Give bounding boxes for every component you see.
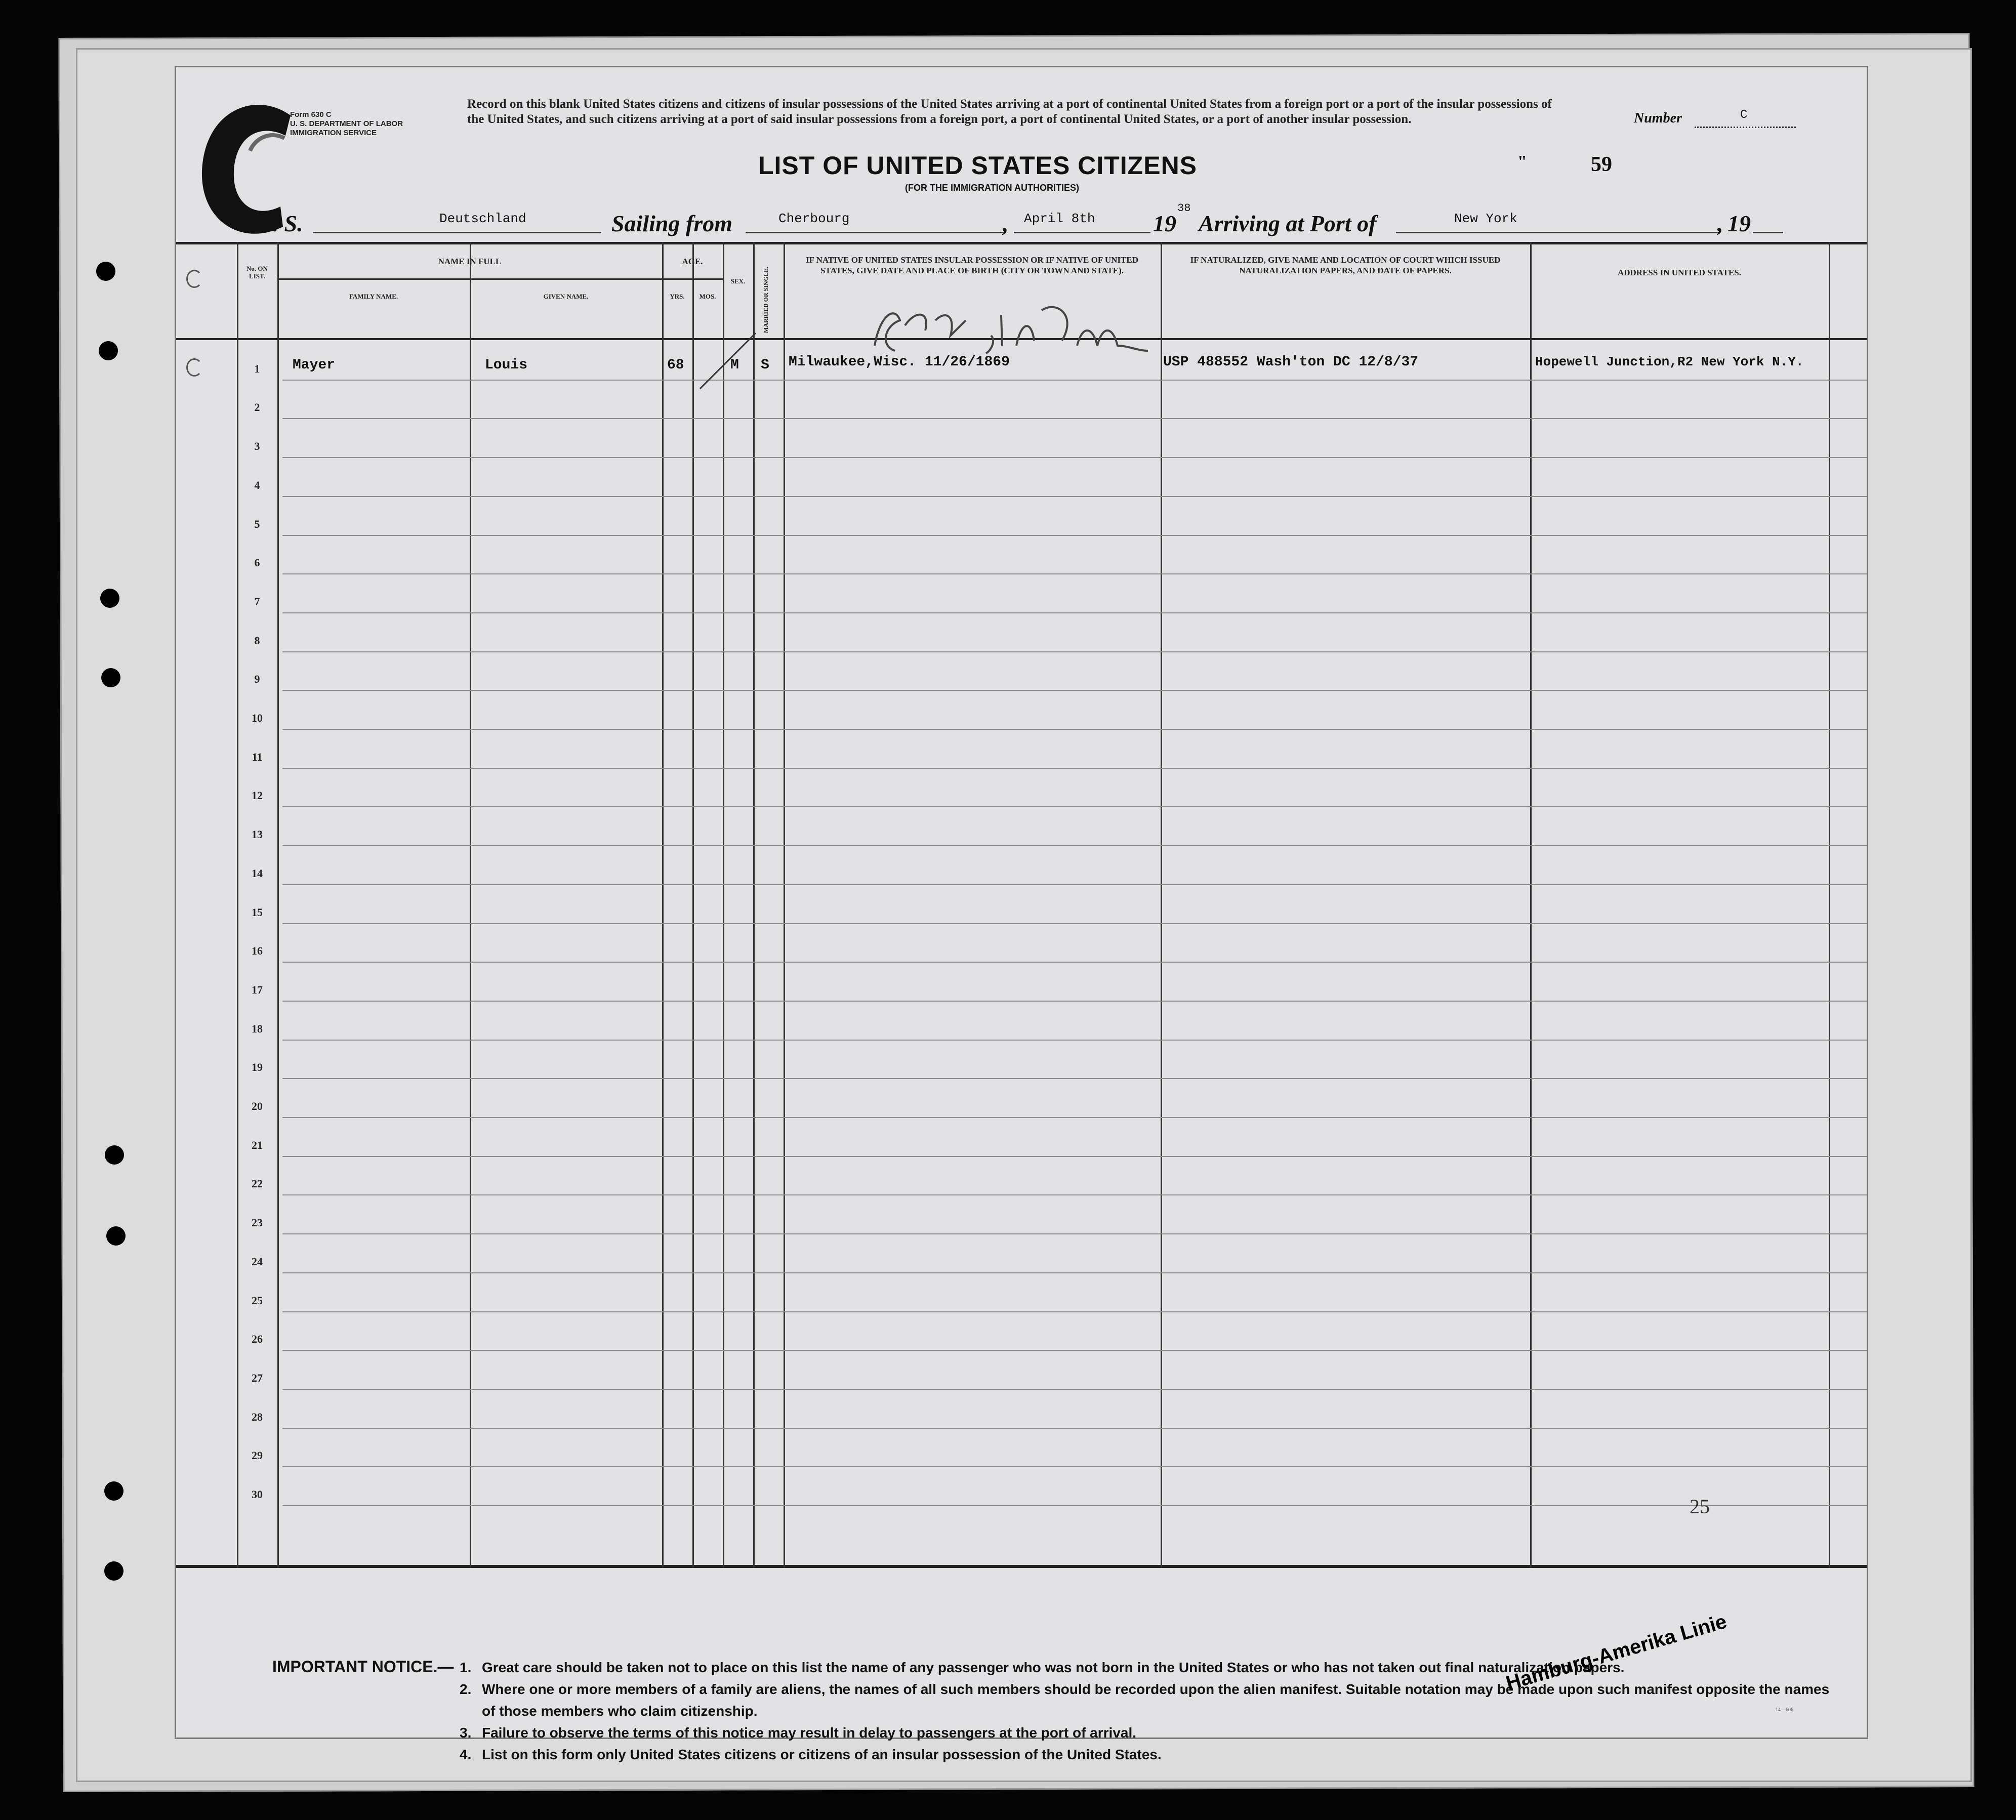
form-subtitle: (FOR THE IMMIGRATION AUTHORITIES) (905, 183, 1079, 193)
row-number: 5 (254, 517, 260, 530)
row-rule (282, 1428, 1867, 1429)
page-count: 25 (1690, 1495, 1710, 1518)
number-label: Number (1634, 110, 1682, 126)
binder-hole (100, 589, 119, 608)
sailing-label: Sailing from (611, 211, 733, 236)
header-age: AGE. (682, 257, 703, 266)
binder-hole (96, 262, 115, 281)
row-rule (282, 1001, 1867, 1002)
row-rule (282, 457, 1867, 458)
manifest-sheet (175, 66, 1868, 1762)
row-rule (282, 418, 1867, 419)
ship-name: Deutschland (439, 211, 526, 226)
arriving-label: Arriving at Port of (1199, 211, 1377, 236)
row-rule (282, 1194, 1867, 1195)
form-code: 14—606 (1776, 1707, 1793, 1713)
ditto-mark: " (1517, 152, 1527, 171)
row-rule (282, 1311, 1867, 1312)
sheet-number: 59 (1591, 153, 1612, 176)
marital-cell: S (761, 357, 769, 373)
row-number: 25 (252, 1294, 263, 1307)
row-number: 17 (252, 983, 263, 996)
form-identifier (290, 110, 403, 138)
ship-underline (313, 232, 601, 233)
row-rule (282, 612, 1867, 613)
row-number: 22 (252, 1177, 263, 1190)
binder-hole (106, 1226, 126, 1246)
row-number: 24 (252, 1255, 263, 1268)
check-mark (695, 328, 761, 394)
notice-item: 1. Great care should be taken not to place on this list the name of any passenger who was not born in the United States or who has not taken out final naturalization papers. (460, 1660, 1625, 1675)
row-number: 19 (252, 1061, 263, 1074)
row-rule (282, 1389, 1867, 1390)
row-number: 20 (252, 1100, 263, 1112)
row-number: 28 (252, 1410, 263, 1423)
binder-hole (101, 668, 120, 687)
row-number: 2 (254, 401, 260, 414)
header-address: ADDRESS IN UNITED STATES. (1617, 268, 1742, 277)
number-field (1634, 110, 1796, 131)
arrival-year-underline (1753, 232, 1783, 233)
row-rule (282, 1505, 1867, 1506)
form-title: LIST OF UNITED STATES CITIZENS (758, 151, 1198, 180)
age-cell: 68 (667, 357, 684, 373)
row-number: 23 (252, 1216, 263, 1229)
row-rule (282, 1272, 1867, 1273)
header-name-in-full: NAME IN FULL (438, 257, 502, 266)
row-number: 29 (252, 1449, 263, 1462)
row-rule (282, 690, 1867, 691)
row-rule (282, 1040, 1867, 1041)
row-rule (282, 1156, 1867, 1157)
address-cell: Hopewell Junction,R2 New York N.Y. (1535, 354, 1804, 369)
row-rule (282, 923, 1867, 924)
service-name: IMMIGRATION SERVICE (290, 129, 377, 137)
sex-cell: M (730, 357, 739, 373)
binder-hole (99, 341, 118, 360)
row-number: 27 (252, 1371, 263, 1384)
row-number: 7 (254, 595, 260, 608)
notice-list (460, 1657, 1836, 1765)
header-given-name: GIVEN NAME. (543, 293, 589, 300)
header-naturalization: IF NATURALIZED, GIVE NAME AND LOCATION OF COURT WHICH ISSUED NATURALIZATION PAPERS, AND DATE OF PAPERS. (1190, 255, 1501, 275)
row-rule (282, 806, 1867, 807)
row-bullet-icon (186, 358, 202, 377)
header-family-name: FAMILY NAME. (349, 293, 398, 300)
row-rule (282, 884, 1867, 885)
port-underline (1396, 232, 1720, 233)
row-number: 8 (254, 634, 260, 647)
row-number: 18 (252, 1022, 263, 1035)
row-rule (282, 380, 1867, 381)
header-yrs: YRS. (670, 293, 685, 300)
form-number: Form 630 C (290, 110, 332, 119)
row-number: 12 (252, 789, 263, 802)
family-name-cell: Mayer (293, 357, 336, 373)
row-number: 15 (252, 905, 263, 919)
header-birth: IF NATIVE OF UNITED STATES INSULAR POSSESSION OR IF NATIVE OF UNITED STATES, GIVE DATE AND PLACE OF BIRTH (CITY OR TOWN AND STATE). (806, 255, 1138, 275)
row-number: 10 (252, 712, 263, 724)
row-number: 3 (254, 440, 260, 453)
row-rule (282, 496, 1867, 497)
notice-item: 4. List on this form only United States citizens or citizens of an insular possession of the United States. (460, 1747, 1162, 1762)
binder-hole (104, 1561, 124, 1581)
row-rule (282, 651, 1867, 652)
row-number: 1 (254, 362, 260, 375)
notice-item: 2. Where one or more members of a family are aliens, the names of all such members should be recorded upon the alien manifest. Suitable notation may be made upon such manifest opposite the names of those members who claim citizenship. (460, 1681, 1830, 1719)
row-number: 4 (254, 478, 260, 491)
notice-title: IMPORTANT NOTICE.— (272, 1658, 454, 1676)
number-underline (1695, 127, 1796, 128)
row-number: 6 (254, 556, 260, 569)
record-instructions: Record on this blank United States citizens and citizens of insular possessions of the United States arriving at a port of continental United States from a foreign port or a port of the insular possessions of the United States, and such citizens arriving at a port of said insular possessions from a foreign port, a port of continental United States, or a port of another insular possession. (467, 97, 1552, 126)
shipping-line-stamp: Hamburg-Amerika Linie (1503, 1610, 1730, 1695)
arriving-port: New York (1454, 211, 1517, 226)
row-rule (282, 1117, 1867, 1118)
header-no-on-list: No. ON LIST. (246, 265, 268, 280)
year-prefix: 19 (1153, 211, 1176, 236)
row-number: 11 (252, 750, 263, 763)
number-value: C (1740, 108, 1748, 122)
row-rule (282, 573, 1867, 574)
row-rule (282, 535, 1867, 536)
naturalization-cell: USP 488552 Wash'ton DC 12/8/37 (1163, 354, 1419, 370)
ss-label: S. S. (260, 211, 303, 236)
notice-item: 3. Failure to observe the terms of this notice may result in delay to passengers at the port of arrival. (460, 1725, 1137, 1741)
date-underline (1014, 232, 1150, 233)
sailing-date: April 8th (1024, 211, 1095, 226)
row-rule (282, 962, 1867, 963)
department-name: U. S. DEPARTMENT OF LABOR (290, 119, 403, 128)
row-rule (282, 768, 1867, 769)
given-name-cell: Louis (485, 357, 528, 373)
sailing-underline (746, 232, 1004, 233)
sailing-from: Cherbourg (778, 211, 850, 226)
header-mos: MOS. (699, 293, 716, 300)
handwritten-annotation (865, 270, 1194, 361)
row-rule (282, 1350, 1867, 1351)
birth-cell: Milwaukee,Wisc. 11/26/1869 (789, 354, 1010, 370)
row-rule (282, 1078, 1867, 1079)
header-married-single: MARRIED OR SINGLE. (762, 266, 769, 333)
citizen-table (176, 242, 1867, 1568)
row-number: 16 (252, 944, 263, 958)
voyage-line: S. S. Deutschland Sailing from Cherbourg , April 8th 19 38 Arriving at Port of New York , 19 (176, 204, 1867, 234)
binder-hole (105, 1145, 124, 1165)
row-number: 13 (252, 828, 263, 841)
year-suffix: 38 (1177, 202, 1191, 215)
header-bullet-icon (186, 270, 202, 288)
row-number: 30 (252, 1488, 263, 1501)
row-rule (282, 845, 1867, 846)
row-rule (282, 1466, 1867, 1467)
row-number: 21 (252, 1138, 263, 1151)
row-rule (282, 1233, 1867, 1234)
row-number: 9 (254, 673, 260, 686)
binder-hole (104, 1481, 124, 1501)
row-rule (282, 729, 1867, 730)
row-number: 26 (252, 1333, 263, 1346)
row-number: 14 (252, 866, 263, 880)
arrival-year-prefix: 19 (1727, 211, 1751, 236)
header-sex: SEX. (730, 277, 746, 285)
